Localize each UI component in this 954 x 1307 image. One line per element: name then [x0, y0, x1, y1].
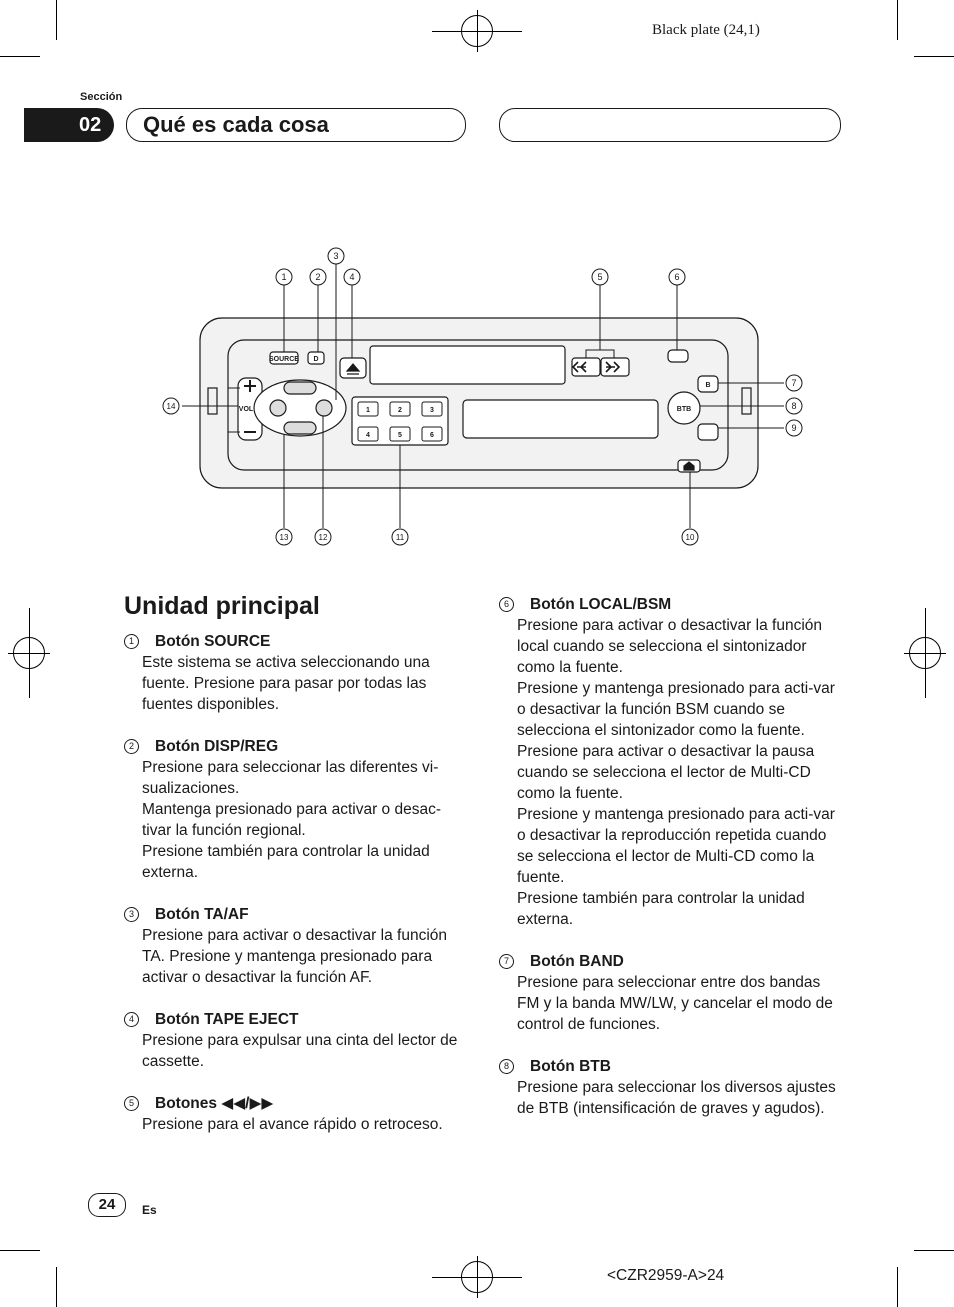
preset-4-label: 4	[366, 432, 370, 439]
preset-6-label: 6	[430, 432, 434, 439]
callout-1: 1	[281, 272, 287, 282]
item-paragraph: Presione también para controlar la unidad externa.	[517, 890, 805, 928]
crop-mark	[56, 0, 57, 40]
down-button-shape	[698, 424, 718, 440]
item-number: 7	[499, 954, 514, 969]
item-title: Botón BTB	[530, 1058, 611, 1075]
item-tape-eject	[124, 1009, 469, 1072]
preset-2-label: 2	[398, 407, 402, 414]
crop-mark	[897, 1267, 898, 1307]
band-button-label: B	[705, 382, 711, 389]
section-number: 02	[24, 108, 114, 142]
page-number: 24	[88, 1193, 126, 1217]
item-paragraph: Mantenga presionado para activar o desac-tivar la función regional.	[142, 801, 441, 839]
crop-mark	[0, 56, 40, 57]
item-title: Botón BAND	[530, 953, 624, 970]
item-number: 3	[124, 907, 139, 922]
callout-3: 3	[333, 251, 339, 261]
crop-mark	[56, 1267, 57, 1307]
preset-1-label: 1	[366, 407, 370, 414]
language-code: Es	[142, 1203, 157, 1217]
callout-12: 12	[318, 533, 328, 542]
crop-mark	[897, 0, 898, 40]
item-paragraph: Este sistema se activa seleccionando una fuente. Presione para pasar por todas las fuentes disponibles.	[142, 654, 430, 713]
callout-5: 5	[597, 272, 603, 282]
item-paragraph: Presione para expulsar una cinta del lector de cassette.	[142, 1032, 458, 1070]
item-title: Botón LOCAL/BSM	[530, 596, 672, 613]
display-window	[463, 400, 658, 438]
cassette-slot	[370, 346, 565, 384]
preset-5-label: 5	[398, 432, 402, 439]
section-label: Sección	[80, 91, 123, 103]
registration-mark	[13, 637, 45, 669]
item-paragraph: Presione para seleccionar los diversos ajustes de BTB (intensificación de graves y agudos).	[517, 1079, 836, 1117]
item-disp-reg	[124, 736, 469, 883]
item-paragraph: Presione para activar o desactivar la pausa cuando se selecciona el lector de Multi-CD como la fuente.	[517, 743, 815, 802]
item-title: Botón TAPE EJECT	[155, 1011, 299, 1028]
item-local-bsm	[499, 594, 844, 930]
item-title: Botones ◀◀/▶▶	[155, 1095, 274, 1112]
callout-10: 10	[685, 533, 695, 542]
header-blank-box	[499, 108, 841, 142]
item-paragraph: Presione para activar o desactivar la función local cuando se selecciona el sintonizador como la fuente.	[517, 617, 822, 676]
section-title: Qué es cada cosa	[126, 108, 466, 142]
item-title: Botón DISP/REG	[155, 738, 279, 755]
item-paragraph: Presione para seleccionar entre dos bandas FM y la banda MW/LW, y cancelar el modo de control de funciones.	[517, 974, 833, 1033]
item-paragraph: Presione y mantenga presionado para acti-var o desactivar la reproducción repetida cuando se selecciona el lector de Multi-CD como la fuente.	[517, 806, 835, 886]
item-source	[124, 631, 469, 715]
disp-button-label: D	[313, 356, 319, 363]
item-paragraph: Presione para activar o desactivar la función TA. Presione y mantenga presionado para activar o desactivar la función AF.	[142, 927, 447, 986]
callout-11: 11	[395, 533, 405, 542]
crop-mark	[914, 1250, 954, 1251]
callout-7: 7	[791, 378, 797, 388]
callout-9: 9	[791, 423, 797, 433]
item-ta-af	[124, 904, 469, 988]
items-column-left	[124, 631, 469, 1156]
crop-mark	[914, 56, 954, 57]
preset-3-label: 3	[430, 407, 434, 414]
item-ff-rew	[124, 1093, 469, 1135]
item-number: 5	[124, 1096, 139, 1111]
registration-mark	[461, 1261, 493, 1293]
plate-label: Black plate (24,1)	[652, 22, 760, 38]
item-number: 8	[499, 1059, 514, 1074]
main-heading: Unidad principal	[124, 592, 320, 620]
btb-button-label: BTB	[676, 406, 692, 413]
callout-6: 6	[674, 272, 680, 282]
item-number: 4	[124, 1012, 139, 1027]
callout-2: 2	[315, 272, 321, 282]
crop-mark	[0, 1250, 40, 1251]
joystick-left-button	[270, 400, 286, 416]
item-paragraph: Presione para seleccionar las diferentes vi-sualizaciones.	[142, 759, 439, 797]
item-title: Botón TA/AF	[155, 906, 249, 923]
head-unit-diagram	[0, 240, 954, 560]
joystick-right-button	[316, 400, 332, 416]
callout-14: 14	[166, 402, 176, 411]
callout-4: 4	[349, 272, 355, 282]
item-number: 1	[124, 634, 139, 649]
item-number: 2	[124, 739, 139, 754]
vol-label: VOL	[238, 406, 254, 413]
item-band	[499, 951, 844, 1035]
source-button-label: SOURCE	[269, 356, 299, 363]
item-btb	[499, 1056, 844, 1119]
callout-8: 8	[791, 401, 797, 411]
registration-mark	[909, 637, 941, 669]
item-paragraph: Presione también para controlar la unidad externa.	[142, 843, 430, 881]
joystick-down-button	[284, 422, 316, 434]
item-paragraph: Presione para el avance rápido o retroceso.	[142, 1116, 443, 1133]
item-title: Botón SOURCE	[155, 633, 271, 650]
local-button-shape	[668, 350, 688, 362]
item-paragraph: Presione y mantenga presionado para acti-var o desactivar la función BSM cuando se selecciona el sintonizador como la fuente.	[517, 680, 835, 739]
registration-mark	[461, 15, 493, 47]
callout-13: 13	[279, 533, 289, 542]
item-number: 6	[499, 597, 514, 612]
joystick-up-button	[284, 382, 316, 394]
items-column-right	[499, 594, 844, 1140]
document-code: <CZR2959-A>24	[607, 1267, 725, 1284]
